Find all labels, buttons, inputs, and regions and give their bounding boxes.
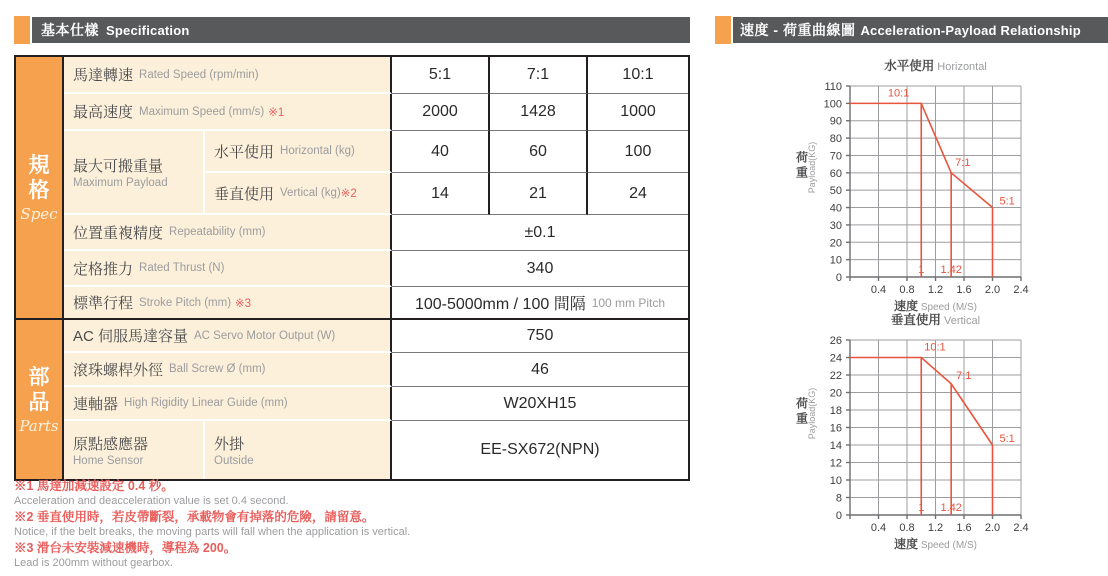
footnote-1-en: Acceleration and deacceleration value is set 0.4 second.: [14, 495, 289, 507]
footnote-3-zh: ※3 滑台未安裝減速機時，導程為 200。: [14, 541, 237, 555]
home-sensor-en: Home Sensor: [73, 455, 144, 467]
svg-text:2.0: 2.0: [984, 522, 1001, 534]
svg-text:7:1: 7:1: [955, 156, 971, 169]
payload-vertical-zh: 垂直使用: [214, 185, 275, 203]
ballscrew-en: Ball Screw Ø (mm): [169, 363, 266, 375]
rated-speed-zh: 馬達轉速: [73, 67, 134, 84]
specification-table: [14, 55, 690, 481]
svg-text:0.8: 0.8: [899, 284, 915, 296]
row-repeatability-label: [64, 215, 392, 251]
home-sensor-outside-en: Outside: [214, 455, 254, 467]
stroke-en: Stroke Pitch (mm): [139, 296, 232, 309]
repeatability-value: ±0.1: [392, 215, 688, 251]
svg-text:110: 110: [824, 81, 842, 93]
servo-en: AC Servo Motor Output (W): [194, 329, 336, 342]
svg-text:80: 80: [829, 133, 842, 146]
repeatability-zh: 位置重複精度: [73, 224, 164, 242]
coupling-value: W20XH15: [392, 387, 688, 421]
max-speed-7-1: 1428: [490, 94, 588, 131]
spec-header-zh: 基本仕樣: [41, 22, 99, 38]
svg-text:0.4: 0.4: [870, 284, 887, 296]
svg-text:60: 60: [829, 167, 842, 180]
payload-h-10-1: 100: [588, 131, 688, 173]
svg-text:1.2: 1.2: [927, 284, 944, 296]
svg-text:垂直使用 Vertical: 垂直使用 Vertical: [890, 313, 981, 327]
footnote-3-en: Lead is 200mm without gearbox.: [14, 557, 173, 569]
stroke-value-zh: 100-5000mm / 100 間隔: [414, 296, 586, 313]
repeatability-en: Repeatability (mm): [169, 226, 266, 238]
thrust-en: Rated Thrust (N): [139, 262, 225, 274]
servo-zh: AC 伺服馬達容量: [73, 328, 189, 345]
orange-accent-tab: [14, 16, 30, 44]
vertical-payload-chart: [793, 306, 1053, 552]
svg-text:重: 重: [795, 411, 809, 426]
payload-v-5-1: 14: [392, 173, 490, 215]
svg-text:速度 Speed (M/S): 速度 Speed (M/S): [894, 537, 977, 551]
chart-section-header-bar: [733, 17, 1108, 43]
svg-text:Payload(KG): Payload(KG): [807, 141, 817, 194]
row-coupling-label: [64, 387, 392, 421]
sidebar-parts-en: Parts: [19, 416, 59, 435]
payload-horizontal-zh: 水平使用: [214, 143, 275, 161]
payload-v-7-1: 21: [490, 173, 588, 215]
payload-h-7-1: 60: [490, 131, 588, 173]
row-thrust-label: [64, 251, 392, 287]
svg-text:重: 重: [795, 165, 809, 180]
spec-section-header: [14, 17, 690, 43]
footnote-2-zh: ※2 垂直使用時，若皮帶斷裂，承載物會有掉落的危險，請留意。: [14, 510, 375, 524]
svg-text:水平使用 Horizontal: 水平使用 Horizontal: [884, 59, 987, 73]
svg-text:10:1: 10:1: [924, 341, 946, 354]
home-sensor-value: EE-SX672(NPN): [392, 421, 688, 479]
coupling-zh: 連軸器: [73, 395, 119, 413]
svg-text:0.4: 0.4: [870, 522, 887, 534]
payload-horizontal-en: Horizontal (kg): [280, 145, 355, 157]
svg-text:40: 40: [829, 202, 842, 215]
svg-text:16: 16: [829, 422, 842, 435]
payload-v-10-1: 24: [588, 173, 688, 215]
chart-section-header: [715, 17, 1108, 43]
svg-text:10: 10: [829, 475, 842, 487]
spec-header-en: Specification: [106, 22, 190, 38]
stroke-value: [392, 287, 688, 320]
row-servo-label: [64, 320, 392, 353]
svg-text:0.8: 0.8: [899, 522, 915, 534]
svg-text:速度 Speed (M/S): 速度 Speed (M/S): [894, 299, 977, 313]
max-speed-note: ※1: [268, 106, 285, 119]
footnotes: [14, 478, 410, 571]
horizontal-payload-chart: [793, 56, 1053, 313]
sidebar-spec-en: Spec: [20, 204, 58, 223]
payload-en: Maximum Payload: [73, 177, 168, 189]
coupling-en: High Rigidity Linear Guide (mm): [124, 397, 288, 409]
svg-text:1.6: 1.6: [956, 522, 972, 534]
svg-text:50: 50: [829, 185, 842, 198]
svg-text:12: 12: [829, 457, 842, 470]
row-ballscrew-label: [64, 353, 392, 387]
svg-text:8: 8: [835, 492, 842, 505]
servo-value: 750: [392, 320, 688, 353]
sidebar-parts: [16, 320, 64, 479]
svg-text:Payload(KG): Payload(KG): [807, 387, 817, 440]
stroke-note: ※3: [235, 297, 252, 310]
svg-text:20: 20: [829, 387, 842, 400]
svg-text:1: 1: [918, 264, 925, 276]
thrust-zh: 定格推力: [73, 260, 134, 278]
payload-h-5-1: 40: [392, 131, 490, 173]
svg-text:1.42: 1.42: [940, 264, 962, 276]
sidebar-parts-zh-1: 部: [28, 365, 50, 389]
svg-text:2.0: 2.0: [984, 284, 1001, 296]
svg-text:18: 18: [829, 405, 842, 417]
svg-text:1.42: 1.42: [940, 502, 962, 514]
orange-accent-tab-right: [715, 16, 731, 44]
ballscrew-value: 46: [392, 353, 688, 387]
svg-text:24: 24: [829, 352, 842, 365]
svg-text:90: 90: [829, 115, 842, 128]
svg-text:0: 0: [835, 272, 842, 284]
footnote-2-en: Notice, if the belt breaks, the moving parts will fall when the application is vertical.: [14, 526, 411, 538]
svg-text:5:1: 5:1: [999, 433, 1015, 445]
payload-zh: 最大可搬重量: [73, 158, 164, 175]
sidebar-spec-zh-2: 格: [28, 178, 50, 202]
svg-text:5:1: 5:1: [999, 195, 1015, 208]
row-home-sensor-label: [64, 421, 205, 479]
row-max-speed-label: [64, 94, 392, 131]
svg-text:100: 100: [823, 98, 842, 111]
svg-text:14: 14: [829, 440, 842, 452]
payload-vertical-label: [205, 173, 392, 215]
payload-vertical-note: ※2: [340, 188, 357, 200]
svg-text:30: 30: [829, 219, 842, 232]
payload-horizontal-label: [205, 131, 392, 173]
svg-text:22: 22: [829, 370, 842, 382]
svg-text:2.4: 2.4: [1013, 284, 1029, 296]
rated-speed-7-1: 7:1: [490, 57, 588, 94]
svg-text:70: 70: [829, 150, 842, 163]
sidebar-parts-zh-2: 品: [28, 390, 50, 414]
ballscrew-zh: 滾珠螺桿外徑: [73, 361, 164, 379]
svg-text:10:1: 10:1: [887, 87, 910, 100]
max-speed-zh: 最高速度: [73, 104, 134, 121]
rated-speed-5-1: 5:1: [392, 57, 490, 94]
svg-text:20: 20: [829, 237, 842, 250]
svg-text:7:1: 7:1: [956, 369, 972, 382]
row-stroke-label: [64, 287, 392, 320]
svg-text:1: 1: [918, 502, 925, 514]
home-sensor-outside-zh: 外掛: [214, 436, 245, 453]
row-rated-speed-label: [64, 57, 392, 94]
max-speed-5-1: 2000: [392, 94, 490, 131]
svg-text:荷: 荷: [795, 150, 809, 165]
chart-header-zh: 速度 - 荷重曲線圖: [740, 22, 856, 38]
home-sensor-outside-label: [205, 421, 392, 479]
svg-text:1.6: 1.6: [956, 284, 972, 296]
sidebar-spec: [16, 57, 64, 320]
svg-text:荷: 荷: [795, 396, 809, 411]
home-sensor-zh: 原點感應器: [73, 436, 149, 453]
max-speed-en: Maximum Speed (mm/s): [139, 105, 265, 118]
footnote-1-zh: ※1 馬達加減速設定 0.4 秒。: [14, 479, 174, 493]
svg-text:10: 10: [829, 254, 842, 267]
svg-text:0: 0: [835, 510, 842, 522]
payload-vertical-en: Vertical (kg): [280, 187, 341, 199]
chart-header-en: Acceleration-Payload Relationship: [860, 22, 1081, 38]
svg-text:26: 26: [829, 335, 842, 347]
max-speed-10-1: 1000: [588, 94, 688, 131]
rated-speed-en: Rated Speed (rpm/min): [139, 68, 259, 81]
svg-text:1.2: 1.2: [927, 522, 944, 534]
stroke-zh: 標準行程: [73, 295, 134, 312]
svg-text:2.4: 2.4: [1013, 522, 1029, 534]
rated-speed-10-1: 10:1: [588, 57, 688, 94]
stroke-value-en: 100 mm Pitch: [591, 295, 666, 310]
row-payload-label: [64, 131, 205, 215]
spec-section-header-bar: [32, 17, 690, 43]
thrust-value: 340: [392, 251, 688, 287]
sidebar-spec-zh-1: 規: [28, 153, 50, 177]
